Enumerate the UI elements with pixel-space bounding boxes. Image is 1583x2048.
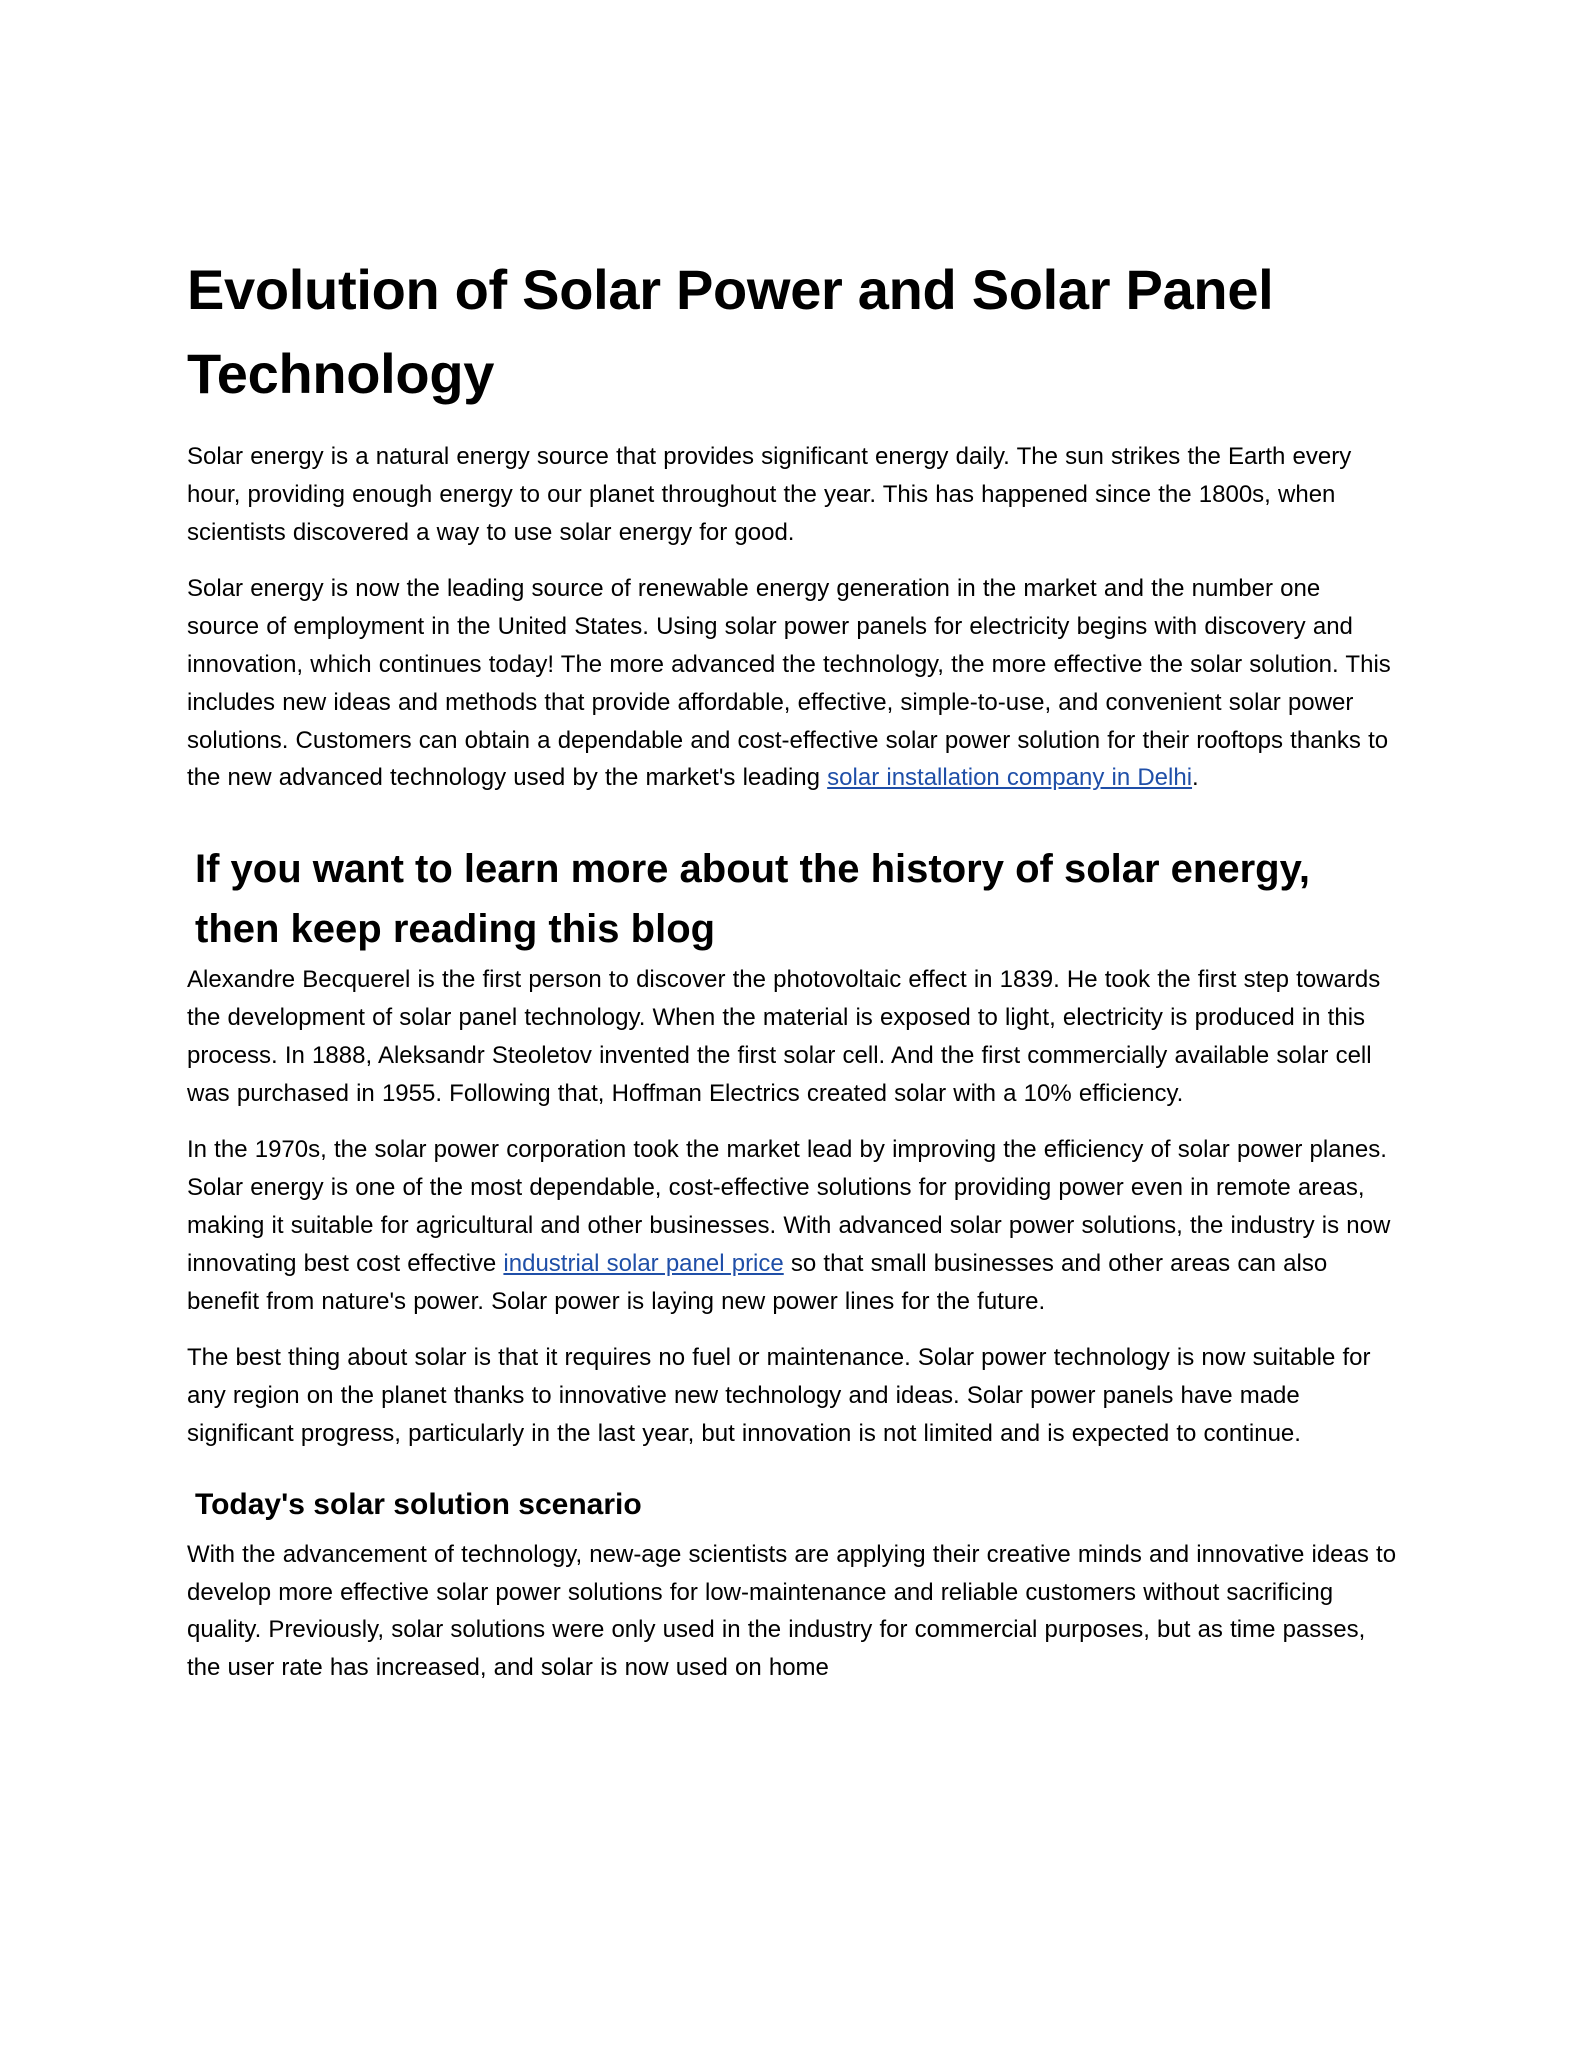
solar-installation-company-link[interactable]: solar installation company in Delhi	[827, 764, 1193, 792]
document-page	[187, 248, 1397, 1687]
paragraph-text: Solar energy is now the leading source of renewable energy generation in the market and the number one source of employment in the United States. Using solar power panels for electricity begins with discovery and innovation, which continues today! The more advanced the technology, the more effective the solar solution. This includes new ideas and methods that provide affordable, effective, simple-to-use, and convenient solar power solutions. Customers can obtain a dependable and cost-effective solar power solution for their rooftops thanks to the new advanced technology used by the market's leading	[187, 575, 1391, 792]
paragraph-text: so that small businesses and other areas can also benefit from nature's power. Solar power is laying new power lines for the future.	[187, 1249, 1328, 1315]
paragraph-today: With the advancement of technology, new-age scientists are applying their creative minds and innovative ideas to develop more effective solar power solutions for low-maintenance and reliable customers without sacrificing quality. Previously, solar solutions were only used in the industry for commercial purposes, but as time passes, the user rate has increased, and solar is now used on home	[187, 1540, 1397, 1682]
heading-today: Today's solar solution scenario	[195, 1487, 642, 1521]
paragraph-best-thing: The best thing about solar is that it requires no fuel or maintenance. Solar power technology is now suitable for any region on the planet thanks to innovative new technology and ideas. Solar power panels have made significant progress, particularly in the last year, but innovation is not limited and is expected to continue.	[187, 1344, 1371, 1447]
paragraph-1970s	[187, 1131, 1397, 1320]
paragraph-text: .	[1192, 764, 1199, 792]
heading-history: If you want to learn more about the history of solar energy, then keep reading this blog	[195, 847, 1310, 952]
paragraph-text: In the 1970s, the solar power corporation took the market lead by improving the efficiency of solar power planes. Solar energy is one of the most dependable, cost-effective solutions for providing power even in remote areas, making it suitable for agricultural and other businesses. With advanced solar power solutions, the industry is now innovating best cost effective	[187, 1136, 1391, 1277]
paragraph-becquerel: Alexandre Becquerel is the first person to discover the photovoltaic effect in 1839. He took the first step towards the development of solar panel technology. When the material is exposed to light, electricity is produced in this process. In 1888, Aleksandr Steoletov invented the first solar cell. And the first commercially available solar cell was purchased in 1955. Following that, Hoffman Electrics created solar with a 10% efficiency.	[187, 966, 1381, 1107]
paragraph-intro: Solar energy is a natural energy source that provides significant energy daily. The sun strikes the Earth every hour, providing enough energy to our planet throughout the year. This has happened since the 1800s, when scientists discovered a way to use solar energy for good.	[187, 443, 1352, 546]
page-title: Evolution of Solar Power and Solar Panel Technology	[187, 258, 1274, 405]
paragraph-renewable	[187, 570, 1397, 797]
industrial-solar-panel-price-link[interactable]: industrial solar panel price	[503, 1249, 784, 1277]
